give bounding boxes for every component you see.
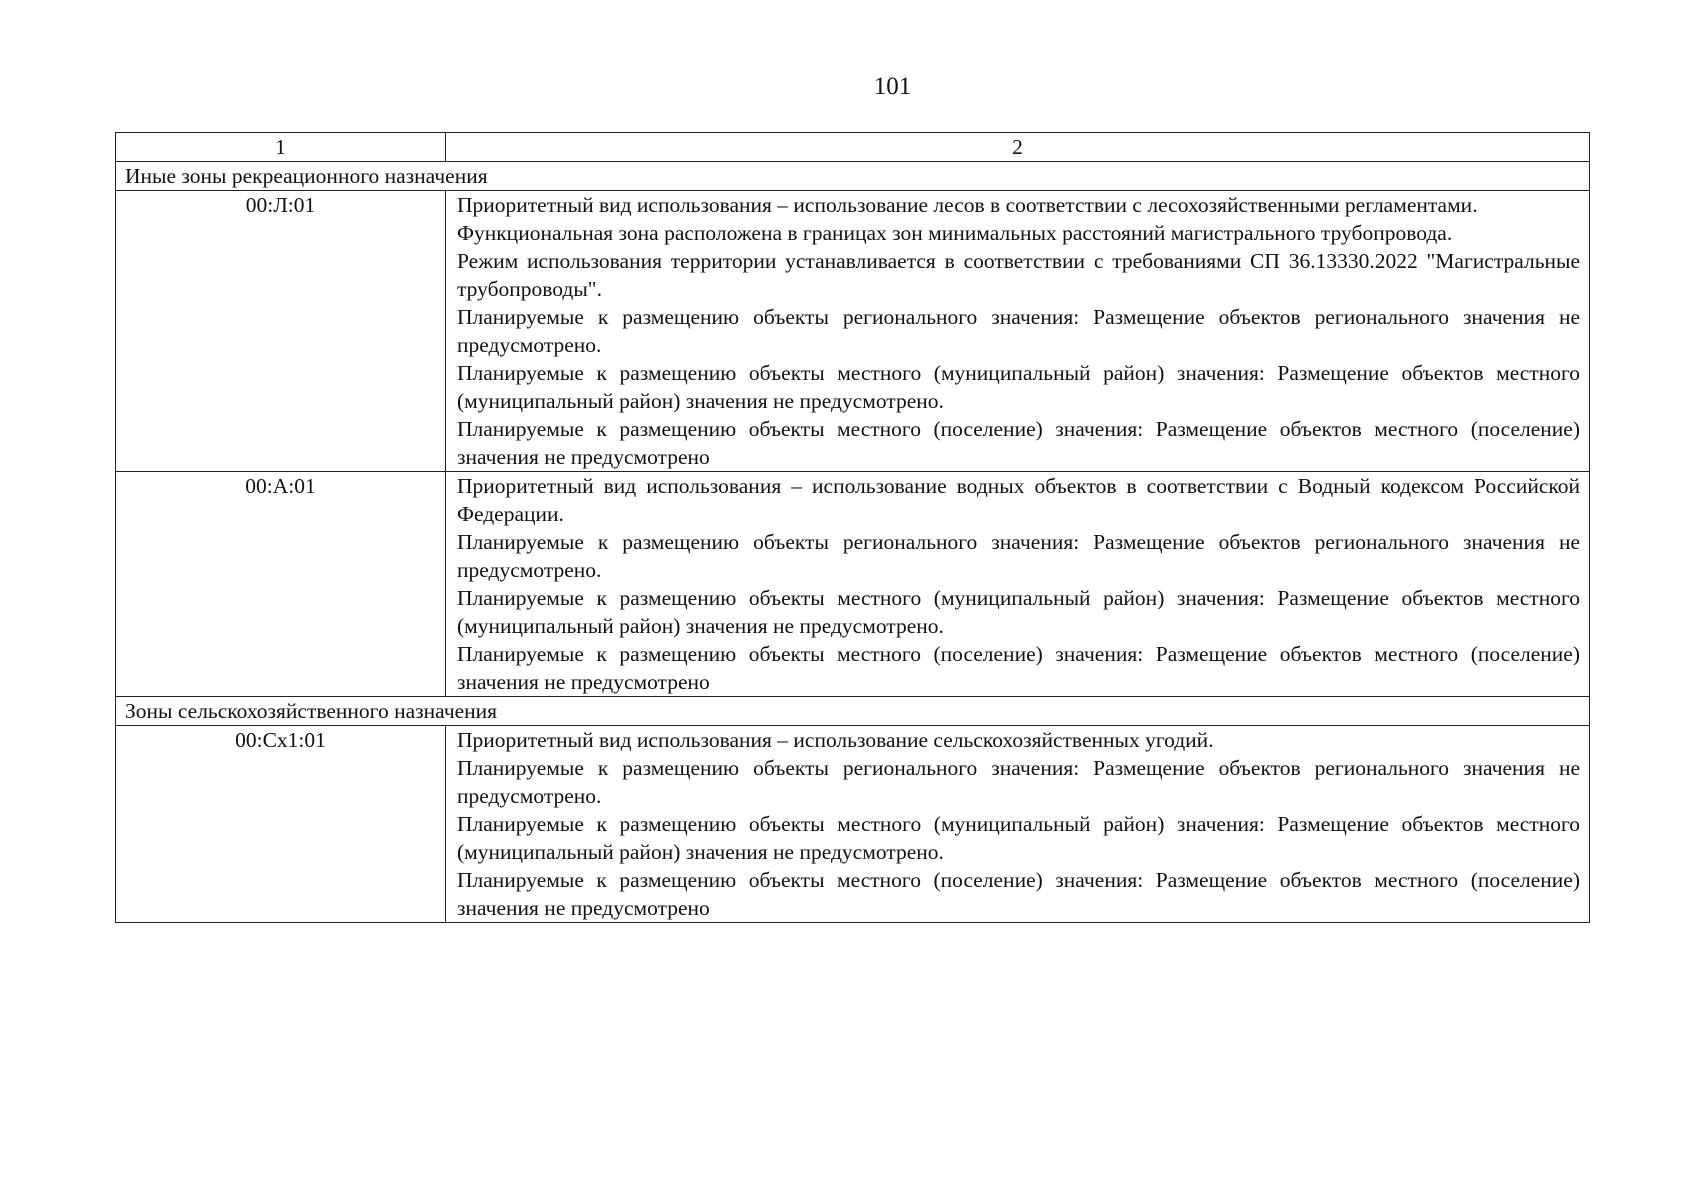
- table-header-row: [116, 133, 1590, 162]
- zones-table: [115, 132, 1590, 923]
- section-title-recreation: Иные зоны рекреационного назначения: [116, 162, 1590, 191]
- description-paragraph: Планируемые к размещению объекты местного (муниципальный район) значения: Размещение объектов местного (муниципальный район) значения не предусмотрено.: [457, 361, 1580, 413]
- description-paragraph: Приоритетный вид использования – использование лесов в соответствии с лесохозяйственными регламентами.: [457, 193, 1478, 217]
- description-paragraph: Планируемые к размещению объекты местного (муниципальный район) значения: Размещение объектов местного (муниципальный район) значения не предусмотрено.: [457, 586, 1580, 638]
- section-title-agriculture: Зоны сельскохозяйственного назначения: [116, 697, 1590, 726]
- description-paragraph: Приоритетный вид использования – использование сельскохозяйственных угодий.: [457, 728, 1214, 752]
- zone-description: [446, 472, 1590, 697]
- zone-code: 00:А:01: [116, 472, 446, 697]
- column-header-2: 2: [446, 133, 1590, 162]
- table-row: [116, 472, 1590, 697]
- table-row: [116, 726, 1590, 923]
- zone-description: [446, 726, 1590, 923]
- description-paragraph: Приоритетный вид использования – использование водных объектов в соответствии с Водный кодексом Российской Федерации.: [457, 474, 1580, 526]
- zone-code: 00:Сх1:01: [116, 726, 446, 923]
- description-paragraph: Планируемые к размещению объекты регионального значения: Размещение объектов регионального значения не предусмотрено.: [457, 756, 1580, 808]
- description-paragraph: Режим использования территории устанавливается в соответствии с требованиями СП 36.13330.2022 "Магистральные трубопроводы".: [457, 249, 1580, 301]
- zone-code: 00:Л:01: [116, 191, 446, 472]
- description-paragraph: Планируемые к размещению объекты местного (поселение) значения: Размещение объектов местного (поселение) значения не предусмотрено: [457, 417, 1580, 469]
- description-paragraph: Планируемые к размещению объекты регионального значения: Размещение объектов регионального значения не предусмотрено.: [457, 305, 1580, 357]
- description-paragraph: Планируемые к размещению объекты местного (муниципальный район) значения: Размещение объектов местного (муниципальный район) значения не предусмотрено.: [457, 812, 1580, 864]
- description-paragraph: Функциональная зона расположена в границах зон минимальных расстояний магистрального трубопровода.: [457, 221, 1453, 245]
- zone-description: [446, 191, 1590, 472]
- description-paragraph: Планируемые к размещению объекты местного (поселение) значения: Размещение объектов местного (поселение) значения не предусмотрено: [457, 642, 1580, 694]
- description-paragraph: Планируемые к размещению объекты местного (поселение) значения: Размещение объектов местного (поселение) значения не предусмотрено: [457, 868, 1580, 920]
- description-paragraph: Планируемые к размещению объекты регионального значения: Размещение объектов регионального значения не предусмотрено.: [457, 530, 1580, 582]
- page-number: 101: [873, 73, 912, 100]
- section-row: [116, 697, 1590, 726]
- table-row: [116, 191, 1590, 472]
- column-header-1: 1: [116, 133, 446, 162]
- section-row: [116, 162, 1590, 191]
